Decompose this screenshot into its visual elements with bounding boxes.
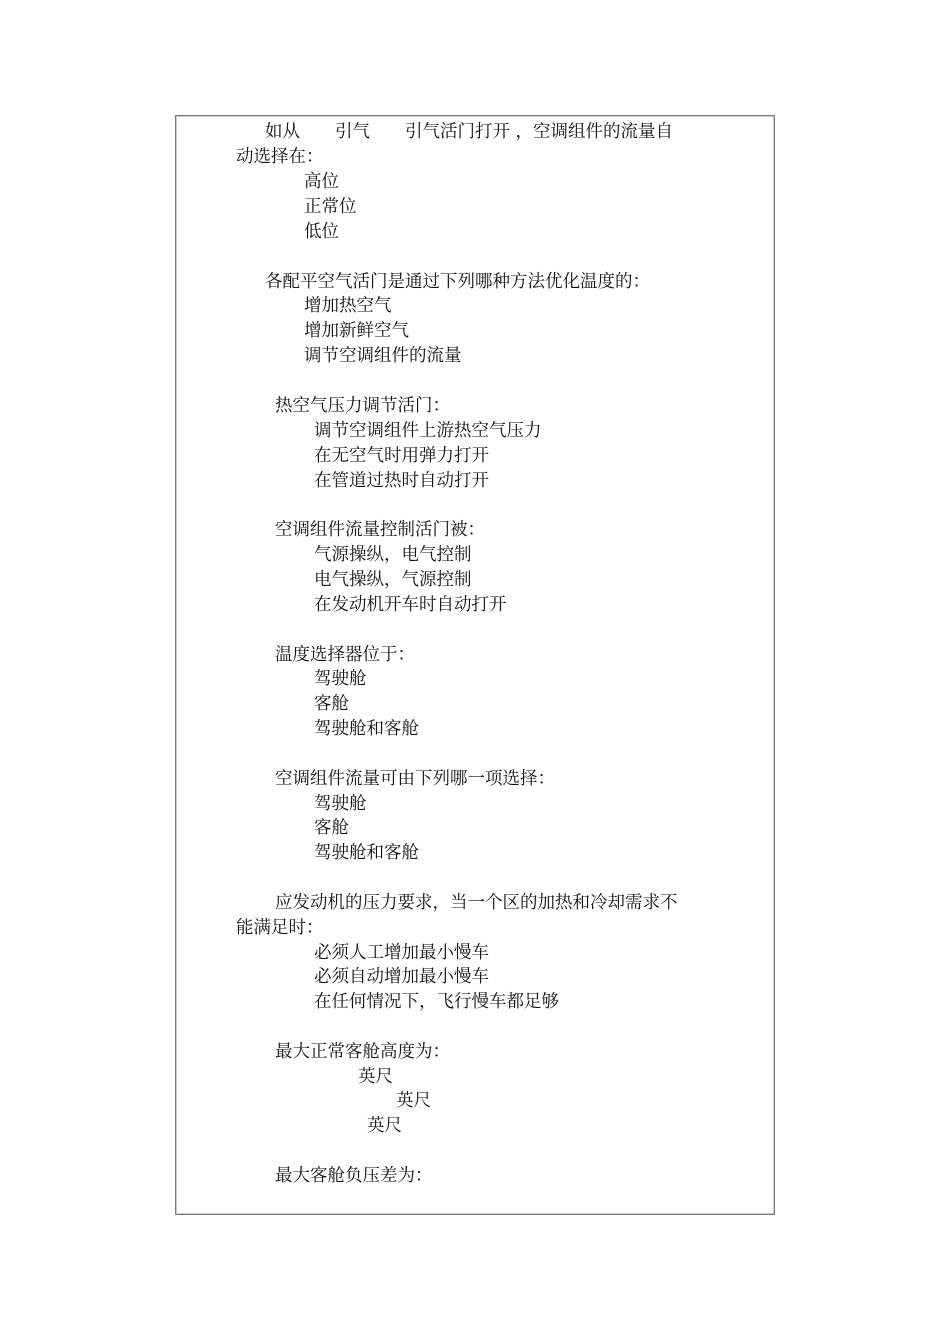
- question-4-option-1: 气源操纵，电气控制: [314, 545, 472, 565]
- question-5-option-1: 驾驶舱: [314, 669, 367, 689]
- question-5-option-3: 驾驶舱和客舱: [314, 719, 419, 739]
- question-1-option-1: 高位: [304, 172, 339, 192]
- question-4-stem: 空调组件流量控制活门被：: [275, 520, 485, 540]
- question-6-option-2: 客舱: [314, 818, 349, 838]
- question-7-option-1: 必须人工增加最小慢车: [314, 943, 489, 963]
- question-3-option-3: 在管道过热时自动打开: [314, 471, 489, 491]
- question-8-option-1: 英尺: [358, 1067, 393, 1087]
- question-4-option-2: 电气操纵，气源控制: [314, 570, 472, 590]
- question-2-option-1: 增加热空气: [304, 296, 392, 316]
- question-2-stem: 各配平空气活门是通过下列哪种方法优化温度的：: [265, 272, 650, 292]
- question-1-stem-line-1: 如从 引气 引气活门打开 ，空调组件的流量自: [265, 122, 674, 142]
- question-5-option-2: 客舱: [314, 694, 349, 714]
- question-6-option-1: 驾驶舱: [314, 794, 367, 814]
- question-9-stem: 最大客舱负压差为：: [275, 1166, 433, 1186]
- question-7-option-2: 必须自动增加最小慢车: [314, 967, 489, 987]
- question-7-option-3: 在任何情况下，飞行慢车都足够: [314, 992, 559, 1012]
- question-5-stem: 温度选择器位于：: [275, 645, 415, 665]
- question-2-option-3: 调节空调组件的流量: [304, 346, 462, 366]
- question-8-option-3: 英尺: [367, 1116, 402, 1136]
- question-1-option-3: 低位: [304, 222, 339, 242]
- question-6-stem: 空调组件流量可由下列哪一项选择：: [275, 769, 555, 789]
- question-4-option-3: 在发动机开车时自动打开: [314, 595, 507, 615]
- question-7-stem-line-2: 能满足时：: [236, 918, 324, 938]
- question-3-option-1: 调节空调组件上游热空气压力: [314, 421, 542, 441]
- question-2-option-2: 增加新鲜空气: [304, 321, 409, 341]
- question-1-stem-line-2: 动选择在：: [236, 147, 324, 167]
- question-3-stem: 热空气压力调节活门：: [275, 396, 450, 416]
- question-8-stem: 最大正常客舱高度为：: [275, 1042, 450, 1062]
- question-8-option-2: 英尺: [396, 1091, 431, 1111]
- question-1-option-2: 正常位: [304, 197, 357, 217]
- question-3-option-2: 在无空气时用弹力打开: [314, 446, 489, 466]
- question-6-option-3: 驾驶舱和客舱: [314, 843, 419, 863]
- question-7-stem-line-1: 应发动机的压力要求，当一个区的加热和冷却需求不: [275, 893, 678, 913]
